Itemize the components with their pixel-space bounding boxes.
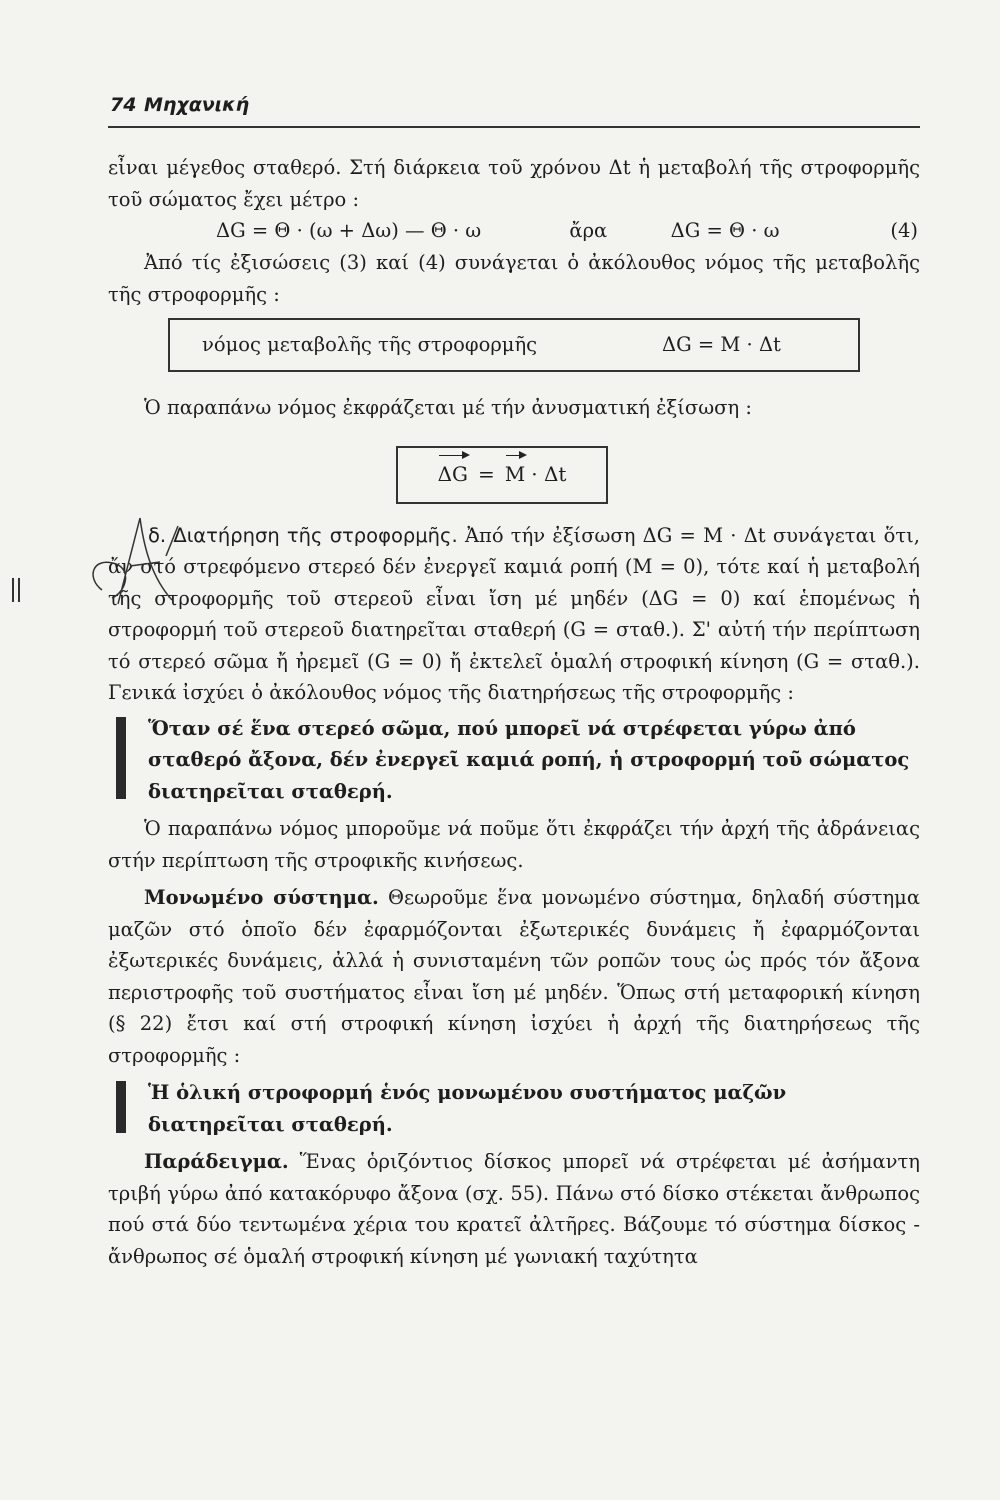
page	[108, 92, 921, 1268]
page-header	[108, 92, 920, 128]
paragraph-2: Ἀπό τίς ἐξισώσεις (3) καί (4) συνάγεται ὁ ἀκόλουθος νόμος τῆς μεταβολῆς τῆς στροφορμῆς :	[108, 251, 920, 306]
rule-bar	[116, 717, 126, 799]
running-title: Μηχανική	[144, 94, 250, 116]
paragraph-7	[108, 1146, 920, 1272]
handwritten-annotation	[82, 508, 192, 608]
rule-conservation-text: Ὅταν σέ ἕνα στερεό σῶμα, πού μπορεῖ νά στρέφεται γύρω ἀπό σταθερό ἄξονα, δέν ἐνεργεῖ καμιά ροπή, ἡ στροφορμή τοῦ σώματος διατηρεῖται σταθερή.	[148, 716, 910, 803]
paragraph-4-text: Ἀπό τήν ἐξίσωση ΔG = M · Δt συνάγεται ὅτι, ἄν στό στρεφόμενο στερεό δέν ἐνεργεῖ καμιά ροπή (M = 0), τότε καί ἡ μεταβολή τῆς στροφορμῆς τοῦ στερεοῦ εἶναι ἴση μέ μηδέν (ΔG = 0) καί ἑπομένως ἡ στροφορμή τοῦ στερεοῦ διατηρεῖται σταθερή (G = σταθ.). Σ' αὐτή τήν περίπτωση τό στερεό σῶμα ἤ ἠρεμεῖ (G = 0) ἤ ἐκτελεῖ ὁμαλή στροφική κίνηση (G = σταθ.). Γενικά ἰσχύει ὁ ἀκόλουθος νόμος τῆς διατηρήσεως τῆς στροφορμῆς :	[108, 523, 921, 704]
paragraph-6-text: Θεωροῦμε ἕνα μονωμένο σύστημα, δηλαδή σύστημα μαζῶν στό ὁποῖο δέν ἐφαρμόζονται ἐξωτερικές δυνάμεις ἤ ἐφαρμόζονται ἐξωτερικές δυνάμεις, ἀλλά ἡ συνισταμένη τῶν ροπῶν τους ὡς πρός τόν ἄξονα περιστροφῆς τοῦ συστήματος εἶναι ἴση μέ μηδέν. Ὅπως στή μεταφορική κίνηση (§ 22) ἔτσι καί στή στροφική κίνηση ἰσχύει ἡ ἀρχή τῆς διατηρήσεως τῆς στροφορμῆς :	[108, 886, 920, 1067]
example-heading: Παράδειγμα.	[144, 1150, 289, 1173]
paragraph-1: εἶναι μέγεθος σταθερό. Στή διάρκεια τοῦ χρόνου Δt ἡ μεταβολή τῆς στροφορμῆς τοῦ σώματος ἔχει μέτρο :	[108, 156, 920, 211]
margin-mark	[10, 576, 24, 604]
equation-4-right: ΔG = Θ · ω	[670, 219, 780, 243]
rule-isolated	[108, 1077, 920, 1140]
paragraph-7-text: Ἕνας ὁριζόντιος δίσκος μπορεῖ νά στρέφεται μέ ἀσήμαντη τριβή γύρω ἀπό κατακόρυφο ἄξονα (σχ. 55). Πάνω στό δίσκο στέκεται ἄνθρωπος πού στά δύο τεντωμένα χέρια του κρατεῖ ἀλτῆρες. Βάζουμε τό σύστημα δίσκος - ἄνθρωπος σέ ὁμαλή στροφική κίνηση μέ γωνιακή ταχύτητα	[108, 1150, 920, 1268]
vector-dG: ΔG	[438, 459, 468, 491]
equation-4-left: ΔG = Θ · (ω + Δω) — Θ · ω	[216, 219, 482, 243]
law-box	[168, 318, 860, 372]
paragraph-5: Ὁ παραπάνω νόμος μποροῦμε νά ποῦμε ὅτι ἐκφράζει τήν ἀρχή τῆς ἀδράνειας στήν περίπτωση τῆς στροφικῆς κινήσεως.	[108, 817, 920, 872]
paragraph-6	[108, 882, 920, 1071]
vector-M: M	[505, 459, 525, 491]
law-formula: ΔG = M · Δt	[662, 333, 781, 357]
equation-4-ara: ἄρα	[569, 219, 608, 243]
paragraph-3: Ὁ παραπάνω νόμος ἐκφράζεται μέ τήν ἀνυσματική ἐξίσωση :	[144, 396, 752, 419]
isolated-system-heading: Μονωμένο σύστημα.	[144, 886, 379, 909]
law-name: νόμος μεταβολῆς τῆς στροφορμῆς	[202, 333, 538, 357]
rule-conservation	[108, 713, 920, 808]
section-delta-heading: δ. Διατήρηση τῆς στροφορμῆς.	[148, 523, 458, 547]
rule-isolated-text: Ἡ ὁλική στροφορμή ἑνός μονωμένου συστήματος μαζῶν διατηρεῖται σταθερή.	[148, 1081, 787, 1136]
vector-rest: · Δt	[531, 461, 567, 486]
rule-bar-2	[116, 1081, 126, 1133]
equation-4-number: (4)	[890, 219, 918, 243]
vector-equals: =	[477, 461, 495, 486]
paragraph-4	[108, 520, 920, 709]
vector-equation-box	[396, 446, 608, 504]
equation-4	[108, 215, 920, 247]
page-number: 74	[110, 94, 137, 116]
page-body	[108, 152, 920, 1272]
